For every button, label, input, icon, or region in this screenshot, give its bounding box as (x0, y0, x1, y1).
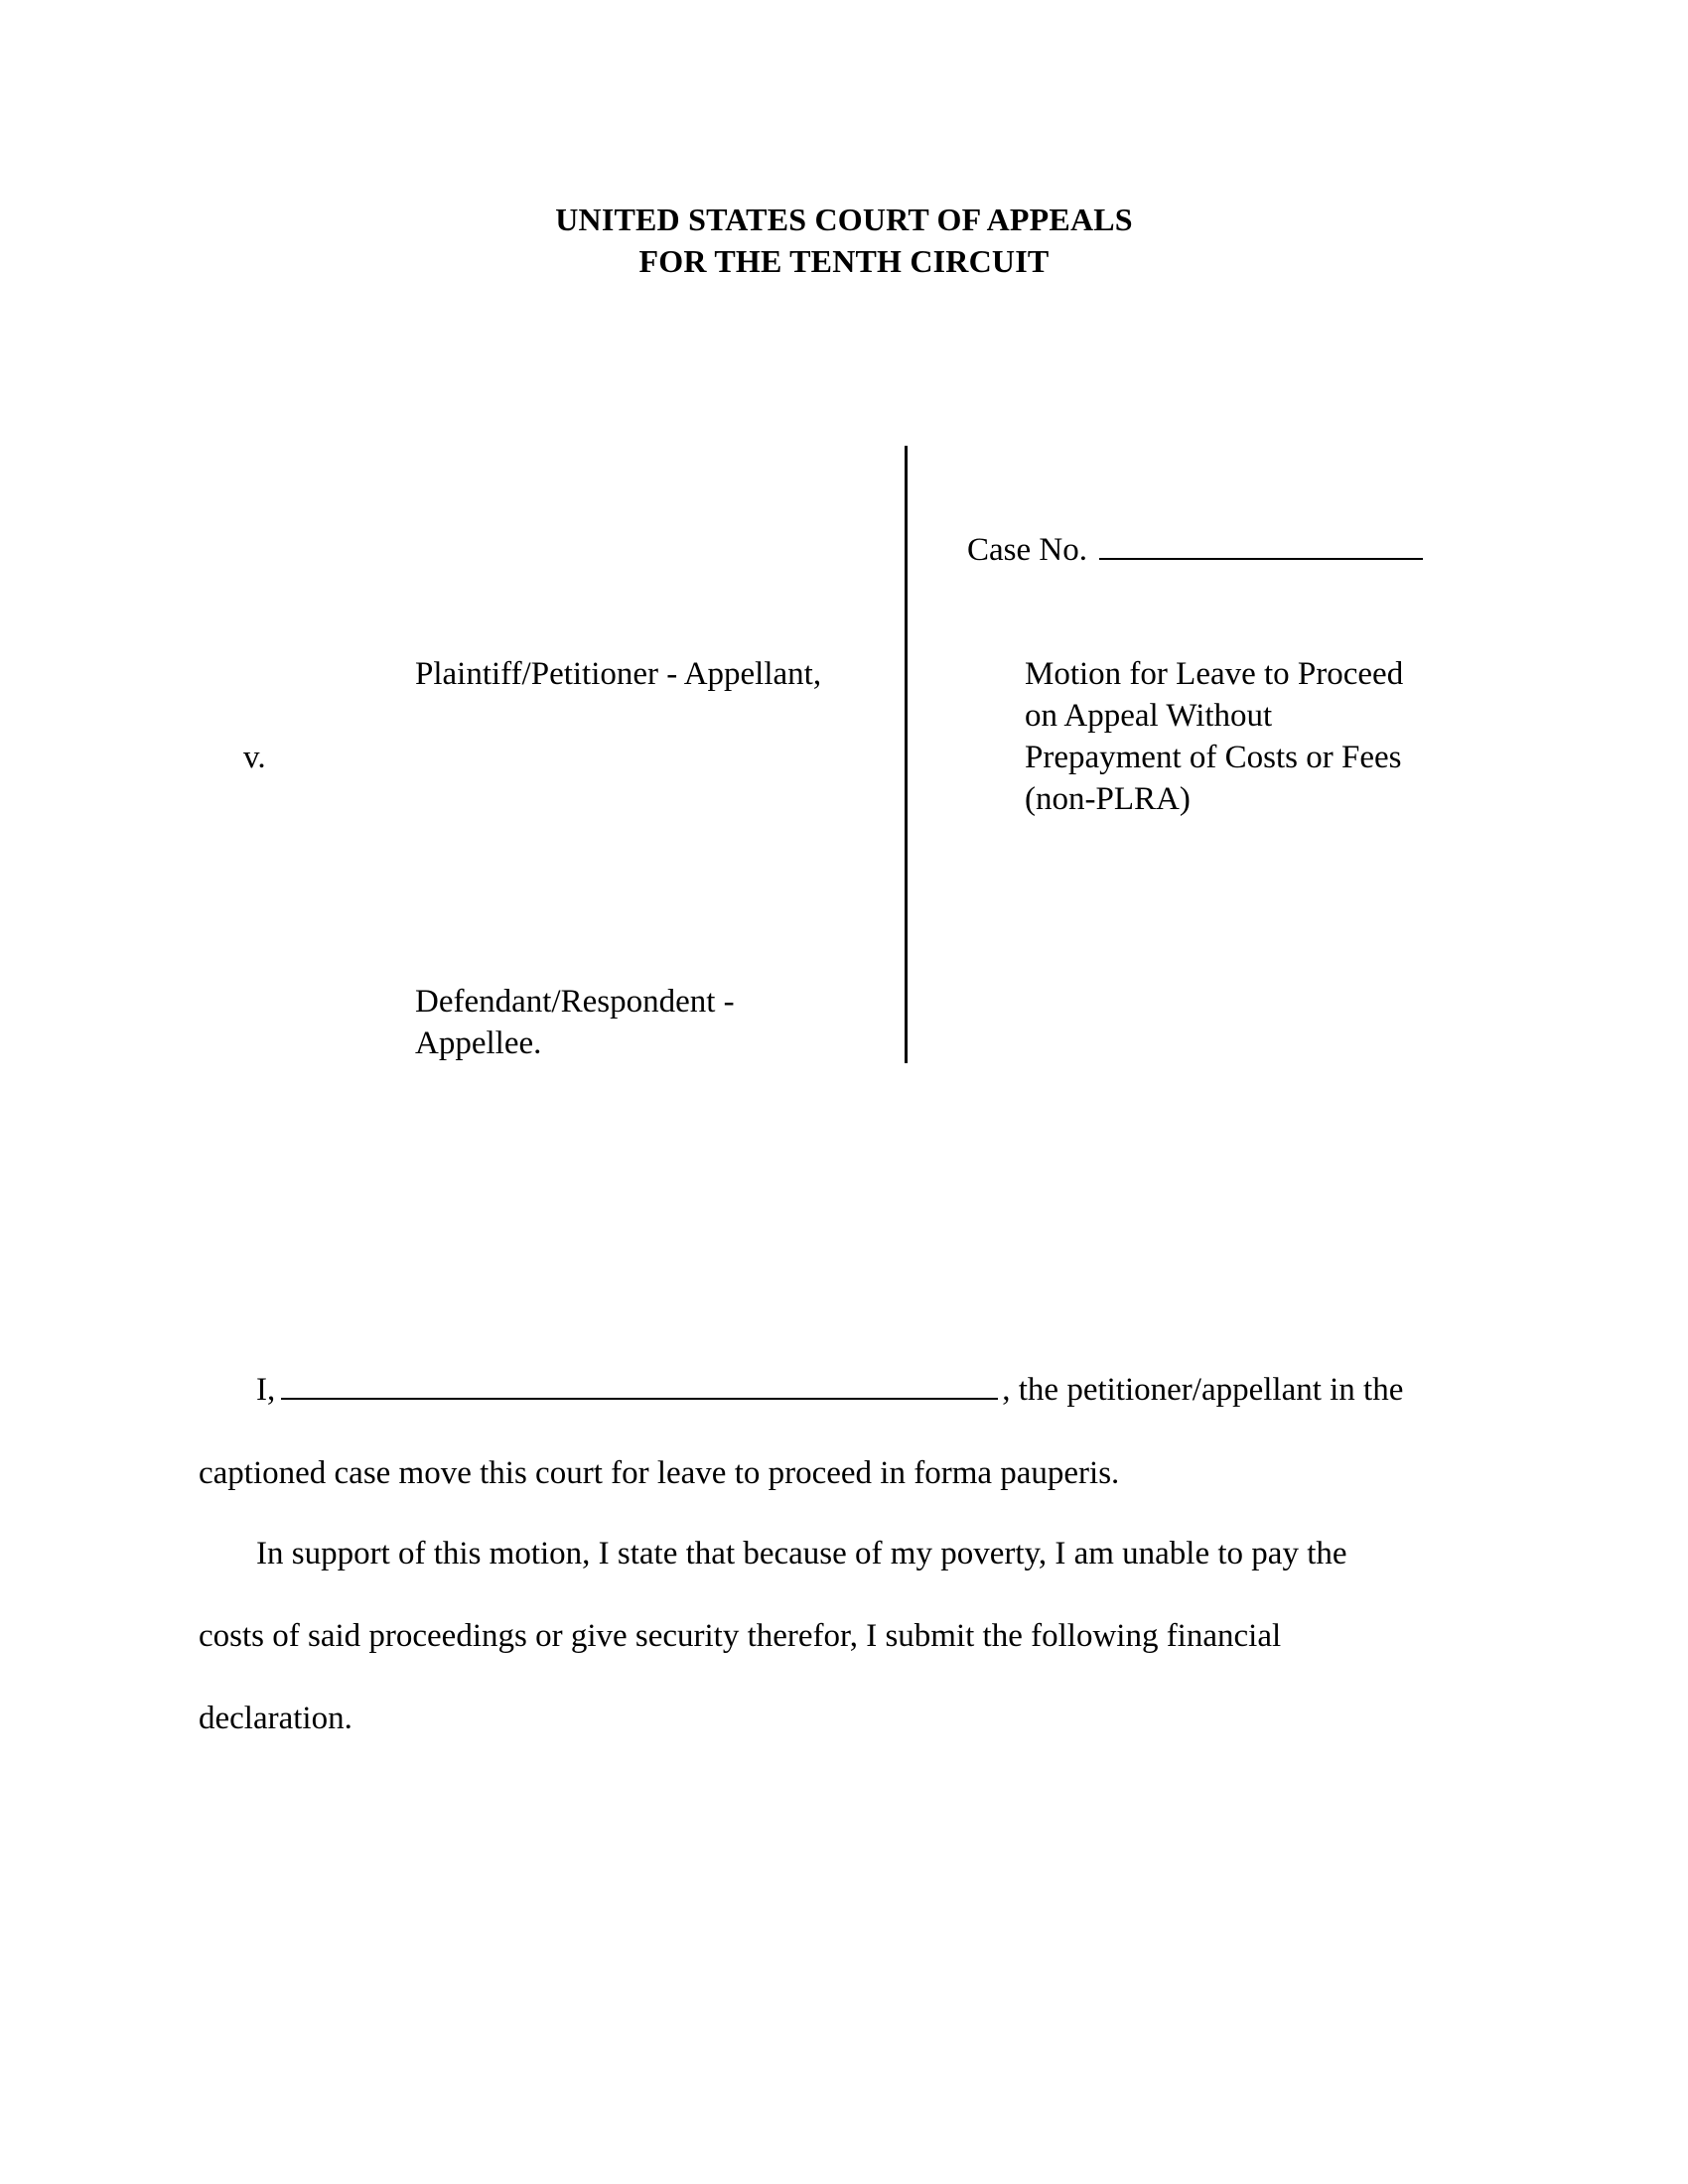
plaintiff-label: Plaintiff/Petitioner - Appellant, (415, 656, 822, 692)
support-line-text: In support of this motion, I state that because of my poverty, I am unable to pay the (256, 1536, 1347, 1571)
motion-title-line: Motion for Leave to Proceed (1025, 656, 1404, 692)
petitioner-suffix: , the petitioner/appellant in the (1002, 1372, 1404, 1408)
motion-title (1025, 653, 1403, 820)
motion-title-line: (non-PLRA) (1025, 781, 1191, 817)
paragraph-line: declaration. (199, 1701, 352, 1736)
paragraph-line (199, 1513, 1489, 1595)
circuit-name: FOR THE TENTH CIRCUIT (638, 243, 1050, 279)
court-header (0, 199, 1688, 282)
caption-divider (905, 446, 908, 1063)
paragraph-line: costs of said proceedings or give security therefor, I submit the following financial (199, 1618, 1282, 1654)
motion-title-line: on Appeal Without (1025, 698, 1273, 734)
paragraph-line: captioned case move this court for leave to proceed in forma pauperis. (199, 1455, 1120, 1491)
versus-label: v. (243, 740, 266, 775)
case-number-label: Case No. (967, 532, 1087, 568)
defendant-line: Defendant/Respondent - (415, 984, 735, 1020)
paragraph-line (199, 1348, 1489, 1432)
case-number-row (967, 528, 1423, 571)
petitioner-name-blank[interactable] (281, 1368, 998, 1400)
motion-title-line: Prepayment of Costs or Fees (1025, 740, 1402, 775)
support-paragraph (199, 1513, 1489, 1760)
defendant-label (415, 981, 735, 1064)
defendant-line: Appellee. (415, 1025, 542, 1061)
motion-paragraph (199, 1348, 1489, 1515)
court-name: UNITED STATES COURT OF APPEALS (555, 202, 1133, 237)
petitioner-prefix: I, (256, 1372, 276, 1408)
case-number-blank[interactable] (1099, 528, 1423, 560)
